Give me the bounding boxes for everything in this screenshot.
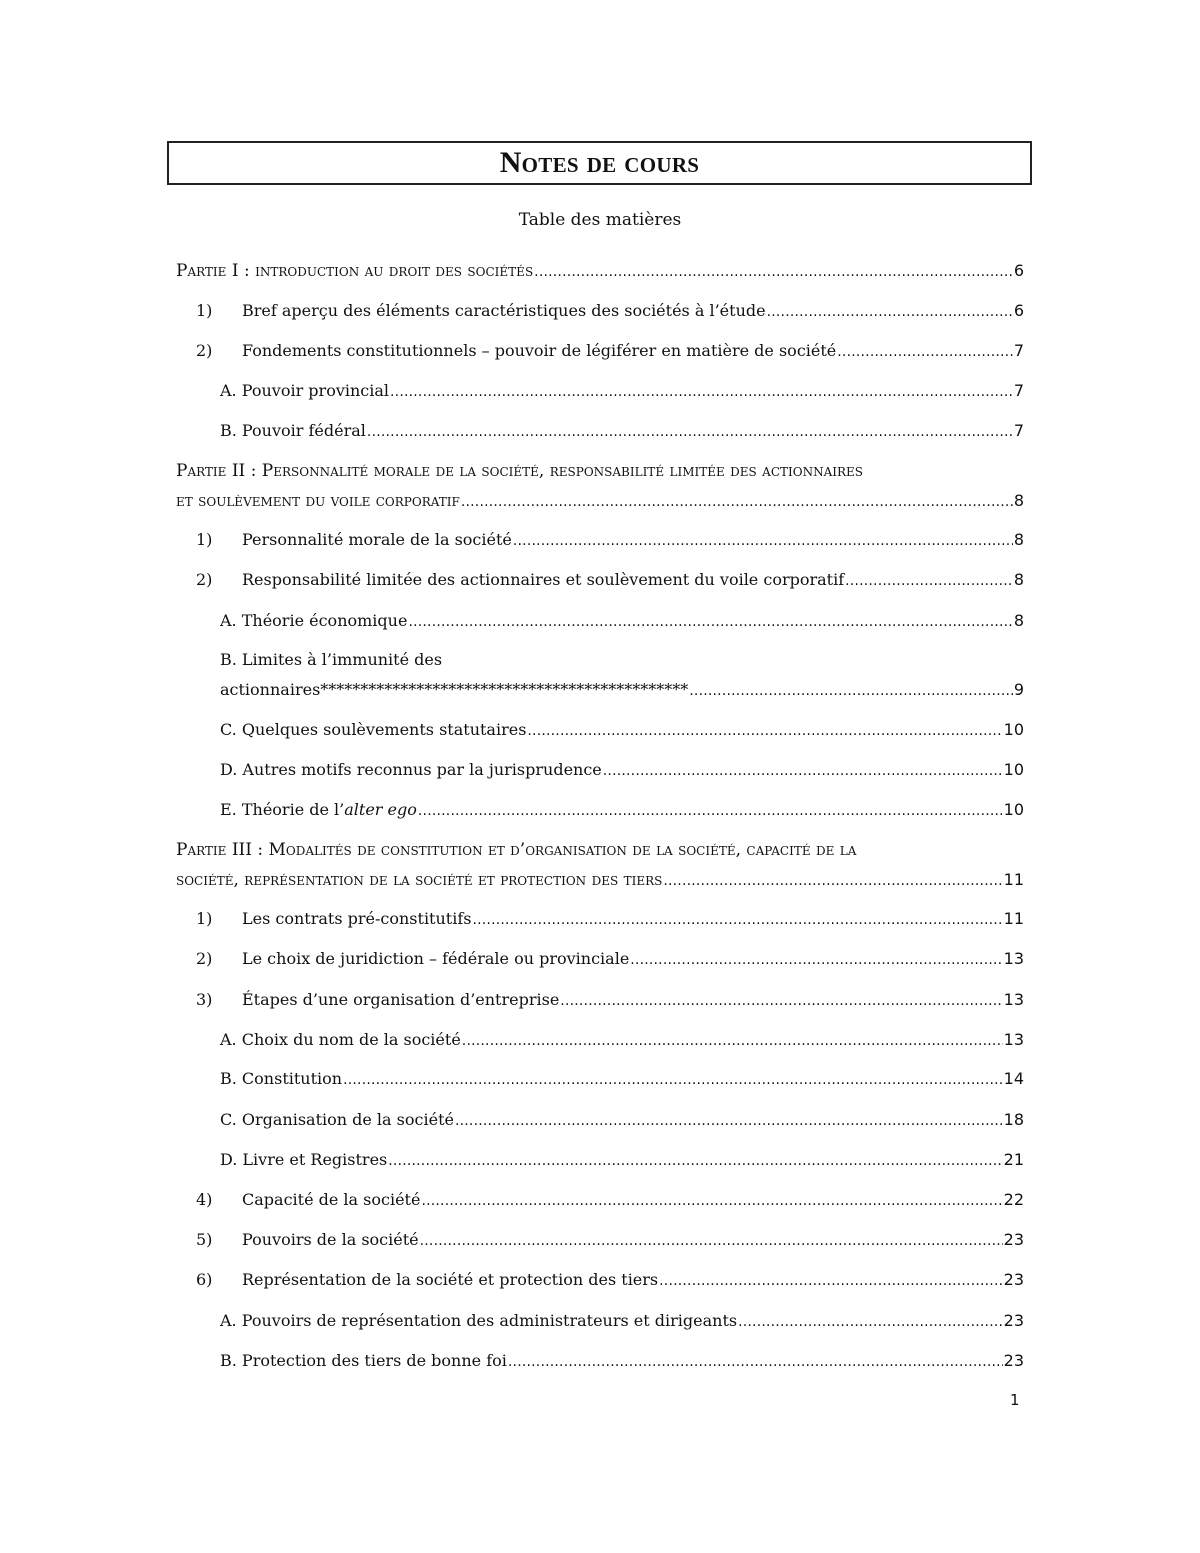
page-title: Notes de cours xyxy=(167,141,1032,185)
toc-numbered-entry[interactable] xyxy=(176,296,1024,326)
toc-part-entry[interactable] xyxy=(176,256,1024,286)
dot-leader xyxy=(663,866,1002,896)
dot-leader xyxy=(388,1146,1002,1176)
dot-leader xyxy=(420,1226,1003,1256)
dot-leader xyxy=(659,1266,1003,1296)
toc-entry-text: et soulèvement du voile corporatif xyxy=(176,491,460,511)
toc-numbered-entry[interactable] xyxy=(176,944,1024,974)
toc-entry-text-roman: E. Théorie de l’ xyxy=(220,800,345,819)
toc-entry-text: A. Choix du nom de la société xyxy=(220,1030,461,1049)
toc-page-number: 10 xyxy=(1003,760,1024,779)
toc-numbered-entry[interactable] xyxy=(176,1185,1024,1215)
toc-entry-text: actionnaires********************************************** xyxy=(220,680,689,699)
toc-sub-entry[interactable] xyxy=(176,1346,1024,1376)
toc-numbered-entry[interactable] xyxy=(176,985,1024,1015)
toc-sub-entry[interactable] xyxy=(176,715,1024,745)
dot-leader xyxy=(462,1026,1003,1056)
page-number: 1 xyxy=(1010,1391,1020,1409)
toc-page-number: 13 xyxy=(1003,949,1024,968)
dot-leader xyxy=(455,1106,1003,1136)
toc-entry-text: Bref aperçu des éléments caractéristiques des sociétés à l’étude xyxy=(242,301,766,320)
toc-entry-number: 6) xyxy=(196,1270,213,1289)
toc-page-number: 6 xyxy=(1013,301,1024,320)
toc-entry-text: Pouvoirs de la société xyxy=(242,1230,419,1249)
toc-entry-text: Étapes d’une organisation d’entreprise xyxy=(242,990,560,1009)
toc-sub-entry[interactable] xyxy=(176,376,1024,406)
toc-entry-number: 2) xyxy=(196,949,213,968)
dot-leader xyxy=(472,905,1002,935)
toc-page-number: 22 xyxy=(1003,1190,1024,1209)
dot-leader xyxy=(738,1307,1003,1337)
toc-entry-text: B. Protection des tiers de bonne foi xyxy=(220,1351,507,1370)
dot-leader xyxy=(689,676,1013,706)
toc-numbered-entry[interactable] xyxy=(176,336,1024,366)
toc-entry-text: Responsabilité limitée des actionnaires et soulèvement du voile corporatif xyxy=(242,570,845,589)
toc-page-number: 14 xyxy=(1003,1069,1024,1088)
toc-entry-number: 4) xyxy=(196,1190,213,1209)
toc-entry-number: 1) xyxy=(196,530,213,549)
dot-leader xyxy=(421,1186,1002,1216)
toc-entry-text: Représentation de la société et protection des tiers xyxy=(242,1270,659,1289)
dot-leader xyxy=(367,417,1013,447)
toc-entry-text-line1: Partie III : Modalités de constitution et d’organisation de la société, capacité de la xyxy=(176,840,857,860)
dot-leader xyxy=(767,297,1013,327)
toc-entry-number: 5) xyxy=(196,1230,213,1249)
toc-page-number: 23 xyxy=(1003,1230,1024,1249)
toc-entry-text: Fondements constitutionnels – pouvoir de légiférer en matière de société xyxy=(242,341,837,360)
toc-sub-entry[interactable] xyxy=(176,1105,1024,1135)
toc-page-number: 21 xyxy=(1003,1150,1024,1169)
toc-numbered-entry[interactable] xyxy=(176,525,1024,555)
toc-entry-text: Personnalité morale de la société xyxy=(242,530,512,549)
dot-leader xyxy=(408,607,1012,637)
toc-page-number: 23 xyxy=(1003,1351,1024,1370)
toc-entry-text: Le choix de juridiction – fédérale ou provinciale xyxy=(242,949,630,968)
toc-entry-number: 1) xyxy=(196,909,213,928)
toc-page-number: 7 xyxy=(1013,381,1024,400)
toc-page-number: 8 xyxy=(1013,611,1024,630)
toc-page-number: 13 xyxy=(1003,990,1024,1009)
toc-page-number: 23 xyxy=(1003,1311,1024,1330)
toc-entry-text: C. Quelques soulèvements statutaires xyxy=(220,720,527,739)
dot-leader xyxy=(837,337,1013,367)
toc-part-entry[interactable] xyxy=(176,456,1024,516)
toc-page-number: 7 xyxy=(1013,421,1024,440)
dot-leader xyxy=(534,257,1013,287)
dot-leader xyxy=(845,566,1013,596)
toc-page-number: 9 xyxy=(1013,680,1024,699)
dot-leader xyxy=(343,1065,1003,1095)
toc-entry-text: Capacité de la société xyxy=(242,1190,421,1209)
toc-numbered-entry[interactable] xyxy=(176,565,1024,595)
toc-sub-entry[interactable] xyxy=(176,1145,1024,1175)
dot-leader xyxy=(513,526,1013,556)
toc-page-number: 6 xyxy=(1013,261,1024,280)
dot-leader xyxy=(603,756,1003,786)
dot-leader xyxy=(461,487,1013,517)
toc-part-entry[interactable] xyxy=(176,835,1024,895)
toc-page-number: 23 xyxy=(1003,1270,1024,1289)
toc-sub-entry[interactable] xyxy=(176,1064,1024,1094)
toc-numbered-entry[interactable] xyxy=(176,904,1024,934)
toc-entry-text: A. Pouvoirs de représentation des administrateurs et dirigeants xyxy=(220,1311,738,1330)
toc-entry-text xyxy=(220,795,417,825)
dot-leader xyxy=(390,377,1013,407)
toc-sub-entry[interactable] xyxy=(176,416,1024,446)
toc-numbered-entry[interactable] xyxy=(176,1265,1024,1295)
toc-page-number: 11 xyxy=(1003,870,1024,889)
toc-page-number: 18 xyxy=(1003,1110,1024,1129)
toc-entry-number: 2) xyxy=(196,570,213,589)
toc-entry-text: A. Pouvoir provincial xyxy=(220,381,390,400)
dot-leader xyxy=(560,986,1002,1016)
toc-page-number: 8 xyxy=(1013,570,1024,589)
toc-entry-text: D. Autres motifs reconnus par la jurisprudence xyxy=(220,760,602,779)
toc-page-number: 13 xyxy=(1003,1030,1024,1049)
toc-sub-entry[interactable] xyxy=(176,1025,1024,1055)
toc-entry-text: Partie I : introduction au droit des sociétés xyxy=(176,261,534,281)
toc-sub-entry[interactable] xyxy=(176,755,1024,785)
toc-page-number: 10 xyxy=(1003,800,1024,819)
toc-page-number: 10 xyxy=(1003,720,1024,739)
dot-leader xyxy=(418,796,1003,826)
toc-sub-entry[interactable] xyxy=(176,606,1024,636)
toc-sub-entry[interactable] xyxy=(176,795,1024,825)
toc-entry-text: D. Livre et Registres xyxy=(220,1150,388,1169)
dot-leader xyxy=(508,1347,1003,1377)
toc-sub-entry[interactable] xyxy=(176,645,1024,705)
toc-sub-entry[interactable] xyxy=(176,1306,1024,1336)
toc-entry-text-italic: alter ego xyxy=(344,800,417,819)
toc-entry-text: B. Pouvoir fédéral xyxy=(220,421,366,440)
toc-page-number: 8 xyxy=(1013,530,1024,549)
toc-entry-number: 2) xyxy=(196,341,213,360)
dot-leader xyxy=(527,716,1002,746)
toc-entry-text-line1: B. Limites à l’immunité des xyxy=(220,650,443,669)
toc-entry-text: B. Constitution xyxy=(220,1069,343,1088)
toc-entry-text: société, représentation de la société et protection des tiers xyxy=(176,870,663,890)
toc-entry-number: 3) xyxy=(196,990,213,1009)
toc-entry-text: C. Organisation de la société xyxy=(220,1110,454,1129)
toc-page-number: 8 xyxy=(1013,491,1024,510)
dot-leader xyxy=(630,945,1002,975)
toc-entry-text: A. Théorie économique xyxy=(220,611,408,630)
toc-heading: Table des matières xyxy=(518,210,682,230)
toc-numbered-entry[interactable] xyxy=(176,1225,1024,1255)
toc-entry-text-line1: Partie II : Personnalité morale de la société, responsabilité limitée des actionnaires xyxy=(176,461,863,481)
toc-page-number: 11 xyxy=(1003,909,1024,928)
toc-entry-number: 1) xyxy=(196,301,213,320)
toc-page-number: 7 xyxy=(1013,341,1024,360)
toc-entry-text: Les contrats pré-constitutifs xyxy=(242,909,472,928)
